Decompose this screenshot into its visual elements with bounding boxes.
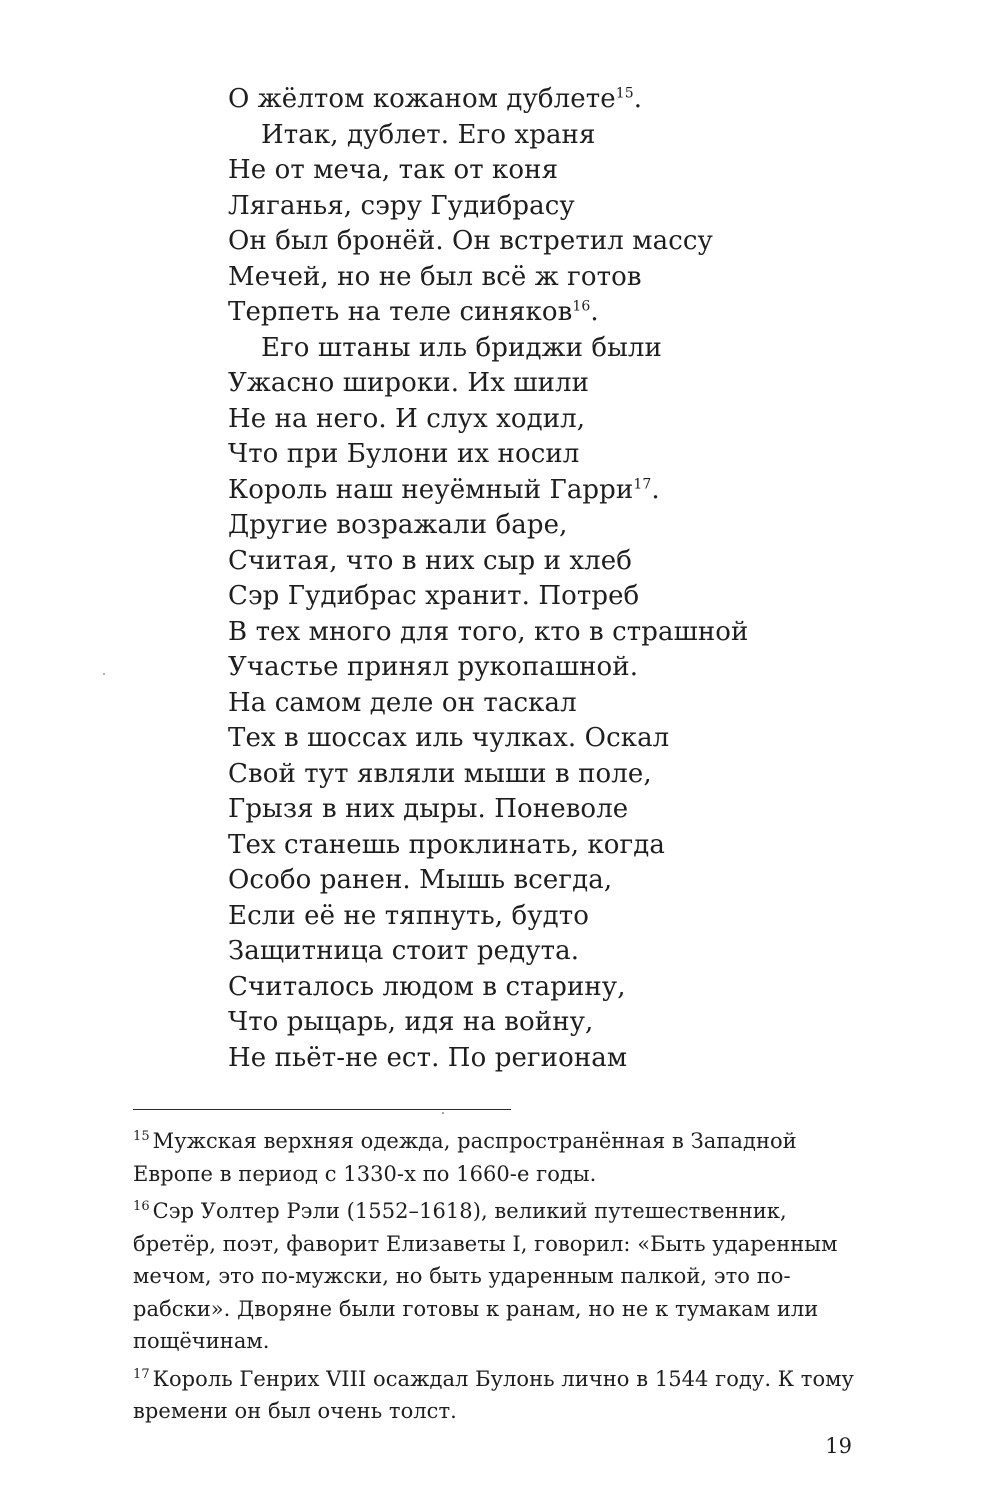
verse-line-text: Считалось людом в старину, xyxy=(228,971,626,1002)
verse-line-punctuation: . xyxy=(651,474,660,505)
verse-line xyxy=(228,934,788,970)
scan-speck xyxy=(442,1112,444,1114)
verse-line-punctuation: . xyxy=(633,84,643,114)
verse-line xyxy=(228,863,788,899)
verse-line-text: Тех в шоссах иль чулках. Оскал xyxy=(228,723,670,753)
verse-line xyxy=(228,899,788,935)
verse-line xyxy=(228,118,788,154)
verse-line-text: Его штаны иль бриджи были xyxy=(261,332,662,363)
verse-line xyxy=(228,508,788,544)
verse-line-text: Не от меча, так от коня xyxy=(228,155,559,185)
footnote-reference: 15 xyxy=(615,85,634,102)
verse-line xyxy=(228,153,788,189)
footnote xyxy=(133,1195,873,1358)
verse-line xyxy=(228,189,788,225)
page-number: 19 xyxy=(825,1434,852,1458)
scan-speck xyxy=(103,673,105,675)
verse-line-text: Король наш неуёмный Гарри xyxy=(228,474,634,505)
verse-line xyxy=(228,402,788,438)
verse-line xyxy=(228,757,788,793)
footnote-number: 17 xyxy=(133,1366,150,1382)
verse-line xyxy=(228,579,788,615)
verse-line xyxy=(228,1041,788,1077)
footnote xyxy=(133,1125,873,1190)
footnote-reference: 17 xyxy=(633,475,652,492)
verse-line xyxy=(228,366,788,402)
verse-line-text: Итак, дублет. Его храня xyxy=(261,119,596,150)
verse-line-text: В тех много для того, кто в страшной xyxy=(228,616,749,647)
verse-line-text: Защитница стоит редута. xyxy=(228,936,580,966)
verse-line xyxy=(228,721,788,757)
footnote-text: Король Генрих VIII осаждал Булонь лично в 1544 году. К тому времени он был очень толст. xyxy=(133,1366,854,1423)
verse-line-text: Участье принял рукопашной. xyxy=(228,652,639,682)
footnote-text: Сэр Уолтер Рэли (1552–1618), великий путешественник, бретёр, поэт, фаворит Елизаветы I, говорил: «Быть ударенным мечом, это по-мужски, но быть ударенным палкой, это по-рабски». Дворяне были готовы к ранам, но не к тумакам или пощёчинам. xyxy=(133,1199,838,1353)
verse-line xyxy=(228,224,788,260)
verse-line-text: Терпеть на теле синяков xyxy=(228,297,573,327)
verse-line-text: Мечей, но не был всё ж готов xyxy=(228,261,642,292)
verse-line-text: Тех станешь проклинать, когда xyxy=(228,829,665,860)
verse-line-text: Свой тут являли мыши в поле, xyxy=(228,758,652,789)
verse-line xyxy=(228,295,788,331)
verse-line xyxy=(228,473,788,509)
verse-line-text: О жёлтом кожаном дублете xyxy=(228,84,616,114)
verse-line xyxy=(228,615,788,651)
verse-line xyxy=(228,82,788,118)
verse-line-text: Ляганья, сэру Гудибрасу xyxy=(228,190,575,221)
verse-line xyxy=(228,970,788,1006)
footnote xyxy=(133,1363,873,1428)
verse-line xyxy=(228,828,788,864)
verse-line-text: Если её не тяпнуть, будто xyxy=(228,900,589,931)
verse-line-text: На самом деле он таскал xyxy=(228,687,577,718)
footnote-reference: 16 xyxy=(572,298,591,315)
verse-line-punctuation: . xyxy=(590,297,599,327)
footnotes xyxy=(133,1125,873,1428)
verse-line xyxy=(228,1005,788,1041)
verse-line-text: Не на него. И слух ходил, xyxy=(228,403,586,434)
verse-line-text: Другие возражали баре, xyxy=(228,510,568,540)
poem-text xyxy=(228,82,788,1076)
verse-line xyxy=(228,792,788,828)
verse-line-text: Не пьёт-не ест. По регионам xyxy=(228,1042,628,1073)
verse-line-text: Особо ранен. Мышь всегда, xyxy=(228,865,613,895)
verse-line-text: Ужасно широки. Их шили xyxy=(228,368,590,398)
verse-line xyxy=(228,650,788,686)
verse-line-text: Считая, что в них сыр и хлеб xyxy=(228,545,632,576)
verse-line xyxy=(228,437,788,473)
verse-line-text: Что при Булони их носил xyxy=(228,439,580,469)
verse-line-text: Что рыцарь, идя на войну, xyxy=(228,1007,594,1037)
verse-line xyxy=(228,260,788,296)
verse-line xyxy=(228,686,788,722)
verse-line xyxy=(228,331,788,367)
verse-line xyxy=(228,544,788,580)
verse-line-text: Грызя в них дыры. Поневоле xyxy=(228,794,629,824)
footnote-separator xyxy=(133,1109,511,1110)
footnote-number: 15 xyxy=(133,1129,150,1144)
verse-line-text: Сэр Гудибрас хранит. Потреб xyxy=(228,581,640,611)
verse-line-text: Он был бронёй. Он встретил массу xyxy=(228,226,713,256)
footnote-number: 16 xyxy=(133,1199,150,1214)
footnote-text: Мужская верхняя одежда, распространённая в Западной Европе в период с 1330-х по 1660-е годы. xyxy=(133,1129,797,1186)
